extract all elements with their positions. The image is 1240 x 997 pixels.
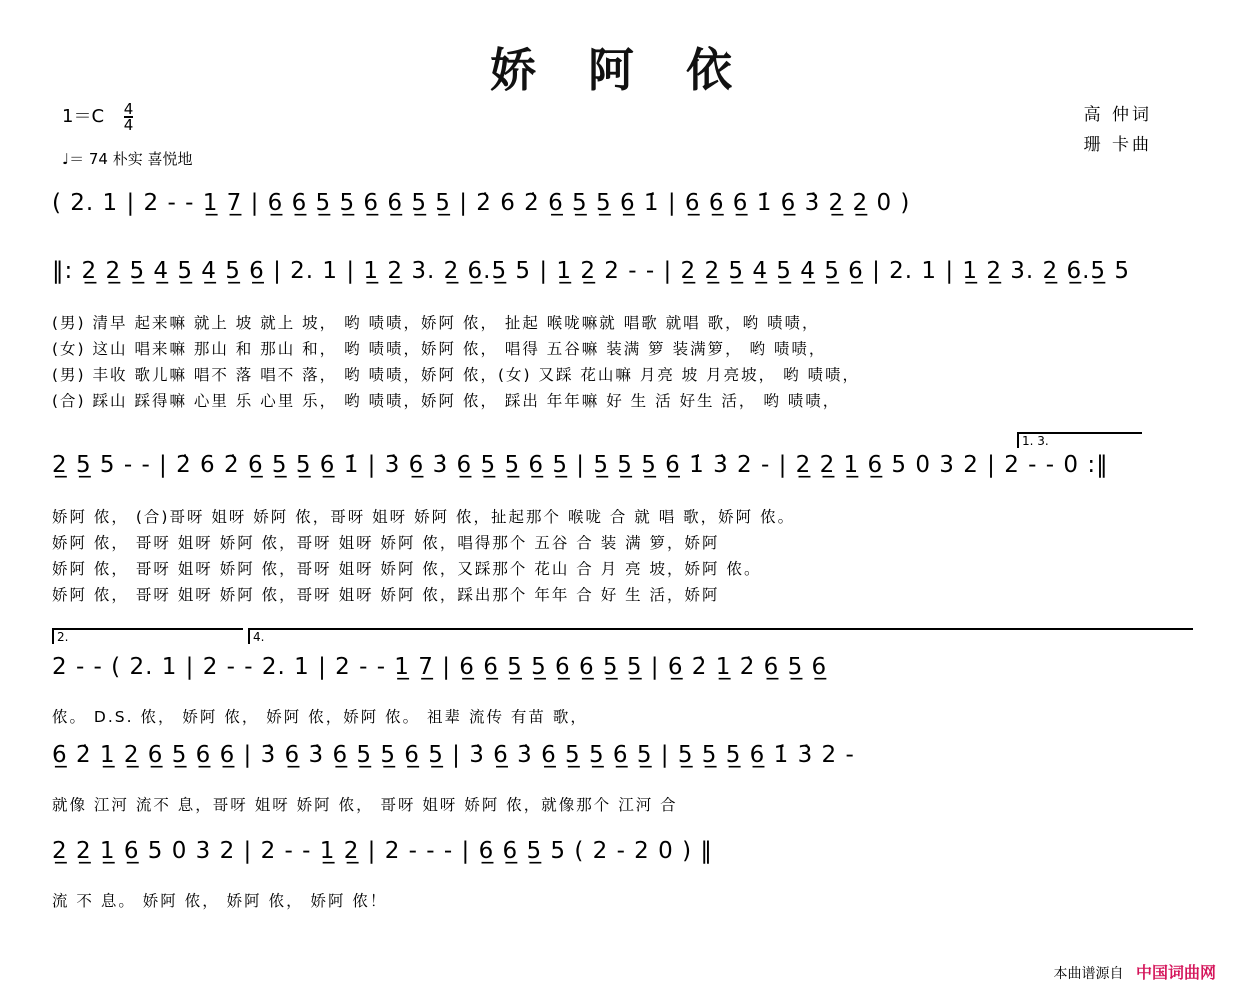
credits	[1084, 100, 1152, 160]
system-3	[52, 434, 1192, 608]
footer-source-note: 本曲谱源自	[1053, 966, 1124, 982]
notation-line: ‖: 2̲ 2̲ 5̲ 4̲ 5̲ 4̲ 5̲ 6̲ | 2. 1 | 1̲ 2̲ 3. 2̲ 6̲.5̲ 5 | 1̲ 2̲ 2 - - | 2̲ 2̲ 5̲ 4̲ 5̲ 4̲ 5̲ 6̲ | 2. 1 | 1̲ 2̲ 3. 2̲ 6̲.5̲ 5	[52, 258, 1131, 284]
lyric-line: (女) 这山 唱来嘛 那山 和 那山 和， 哟 啧啧，娇阿 侬， 唱得 五谷嘛 装满 箩 装满箩， 哟 啧啧，	[52, 340, 827, 358]
page-title: 娇 阿 依	[489, 43, 751, 97]
tempo-marking: ♩＝ 74 朴实 喜悦地	[62, 150, 193, 168]
lyric-line: 侬。 D.S. 侬， 娇阿 侬， 娇阿 侬，娇阿 侬。 祖辈 流传 有苗 歌，	[52, 708, 588, 726]
footer	[1054, 960, 1216, 983]
lyric-line: 娇阿 侬， 哥呀 姐呀 娇阿 侬，哥呀 姐呀 娇阿 侬，踩出那个 年年 合 好 生 活，娇阿	[52, 586, 720, 604]
volta-bracket-4: 4.	[248, 628, 1193, 644]
key-signature	[62, 102, 133, 132]
lyric-line: (男) 清早 起来嘛 就上 坡 就上 坡， 哟 啧啧，娇阿 侬， 扯起 喉咙嘛就 唱歌 就唱 歌，哟 啧啧，	[52, 314, 820, 332]
footer-site-name[interactable]: 中国词曲网	[1135, 963, 1216, 982]
system-1	[52, 190, 1192, 232]
system-2	[52, 258, 1192, 414]
notation-line: 2̲ 2̲ 1̲ 6̲ 5 0 3 2 | 2 - - 1̲ 2̲ | 2 - - - | 6̲ 6̲ 5̲ 5 ( 2 - 2 0 ) ‖	[52, 838, 713, 864]
lyric-line: 娇阿 侬， (合)哥呀 姐呀 娇阿 侬，哥呀 姐呀 娇阿 侬，扯起那个 喉咙 合 就 唱 歌，娇阿 侬。	[52, 508, 796, 526]
time-signature-denominator: 4	[123, 116, 134, 134]
time-signature	[124, 102, 134, 132]
lyric-line: 就像 江河 流不 息，哥呀 姐呀 娇阿 侬， 哥呀 姐呀 娇阿 侬，就像那个 江河 合	[52, 796, 678, 814]
system-5	[52, 742, 1192, 818]
lyric-line: 娇阿 侬， 哥呀 姐呀 娇阿 侬，哥呀 姐呀 娇阿 侬，唱得那个 五谷 合 装 满 箩，娇阿	[52, 534, 720, 552]
notation-line: ( 2. 1 | 2 - - 1̲ 7̲ | 6̲ 6̲ 5̲ 5̲ 6̲ 6̲ 5̲ 5̲ | 2̇ 6 2̇ 6̲ 5̲ 5̲ 6̲ 1̇ | 6̲ 6̲ 6̲ 1̇ 6̲ 3̇ 2̲ 2̲ 0 )	[52, 190, 911, 216]
notation-line: 2̲ 5̲ 5 - - | 2̇ 6 2̇ 6̲ 5̲ 5̲ 6̲ 1̇ | 3̇ 6̲ 3̇ 6̲ 5̲ 5̲ 6̲ 5̲ | 5̲ 5̲ 5̲ 6̲ 1̇ 3̇ 2 - | 2̲ 2̲ 1̲ 6̲ 5 0 3 2 | 2 - - 0 :‖	[52, 452, 1109, 478]
composer-credit: 珊 卡曲	[1083, 135, 1152, 155]
lyricist-credit: 高 仲词	[1083, 105, 1152, 125]
time-signature-numerator: 4	[123, 100, 134, 118]
volta-bracket-1-3: 1. 3.	[1017, 432, 1142, 448]
lyric-line: 娇阿 侬， 哥呀 姐呀 娇阿 侬，哥呀 姐呀 娇阿 侬，又踩那个 花山 合 月 亮 坡，娇阿 侬。	[52, 560, 762, 578]
system-4	[52, 628, 1192, 730]
lyric-line: 流 不 息。 娇阿 侬， 娇阿 侬， 娇阿 侬！	[52, 892, 388, 910]
system-6	[52, 838, 1192, 914]
notation-line: 2 - - ( 2. 1 | 2 - - 2. 1 | 2 - - 1̲ 7̲ | 6̲ 6̲ 5̲ 5̲ 6̲ 6̲ 5̲ 5̲ | 6̲ 2̇ 1̲ 2̇ 6̲ 5̲ 6̲	[52, 654, 828, 680]
key-signature-label: 1＝C	[62, 106, 105, 127]
lyric-line: (合) 踩山 踩得嘛 心里 乐 心里 乐， 哟 啧啧，娇阿 侬， 踩出 年年嘛 好 生 活 好生 活， 哟 啧啧，	[52, 392, 841, 410]
volta-bracket-2: 2.	[52, 628, 243, 644]
notation-line: 6̲ 2̇ 1̲ 2̲ 6̲ 5̲ 6̲ 6̲ | 3̇ 6̲ 3̇ 6̲ 5̲ 5̲ 6̲ 5̲ | 3̇ 6̲ 3̇ 6̲ 5̲ 5̲ 6̲ 5̲ | 5̲ 5̲ 5̲ 6̲ 1̇ 3̇ 2 -	[52, 742, 855, 768]
lyric-line: (男) 丰收 歌儿嘛 唱不 落 唱不 落， 哟 啧啧，娇阿 侬，(女) 又踩 花山嘛 月亮 坡 月亮坡， 哟 啧啧，	[52, 366, 861, 384]
